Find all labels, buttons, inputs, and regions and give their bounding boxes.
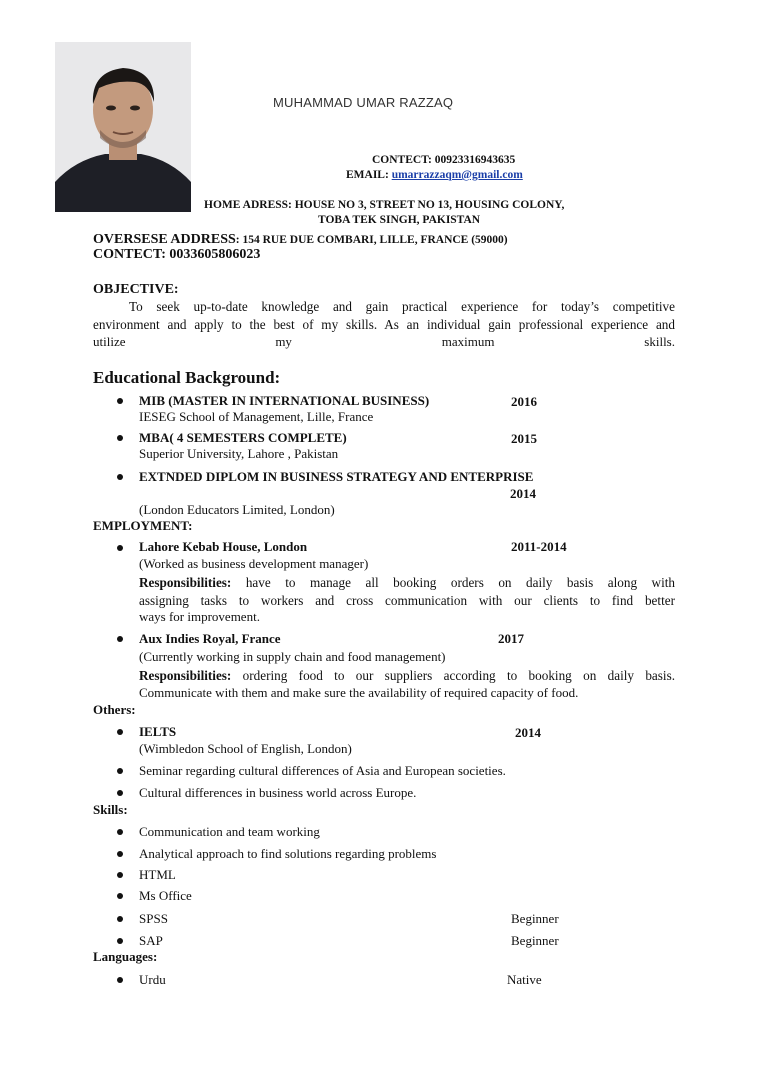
education-year: 2014 <box>510 486 536 501</box>
overseas-address <box>93 230 508 248</box>
contact-line <box>372 154 515 166</box>
education-detail: Superior University, Lahore , Pakistan <box>139 446 339 461</box>
responsibilities-line <box>139 574 675 591</box>
contact-value: 00923316943635 <box>434 154 516 166</box>
bullet-icon <box>117 977 123 983</box>
objective-line3 <box>93 334 675 350</box>
education-year: 2015 <box>511 431 537 446</box>
education-title: MIB (MASTER IN INTERNATIONAL BUSINESS) <box>139 393 430 408</box>
contact-label: CONTECT: <box>372 154 432 166</box>
responsibilities-line: ways for improvement. <box>139 609 260 624</box>
responsibilities-text: have to manage all booking orders on daily basis along with <box>245 575 675 590</box>
responsibilities-text: ordering food to our suppliers according to booking on daily basis. <box>242 668 676 683</box>
skill-level: Beginner <box>511 933 559 948</box>
language-level: Native <box>507 972 542 987</box>
education-detail: (London Educators Limited, London) <box>139 502 335 517</box>
skill-item: SAP <box>139 933 163 948</box>
overseas-label: OVERSESE ADDRESS <box>93 232 236 247</box>
ielts-detail: (Wimbledon School of English, London) <box>139 741 352 756</box>
bullet-icon <box>117 851 123 857</box>
email-label: EMAIL: <box>346 169 389 181</box>
employment-title: Aux Indies Royal, France <box>139 631 281 646</box>
others-item: Seminar regarding cultural differences of Asia and European societies. <box>139 763 506 778</box>
objective-line1: To seek up-to-date knowledge and gain practical experience for today’s competitive <box>129 299 675 314</box>
bullet-icon <box>117 790 123 796</box>
profile-photo <box>55 42 191 212</box>
employment-title: Lahore Kebab House, London <box>139 539 308 554</box>
bullet-icon <box>117 729 123 735</box>
bullet-icon <box>117 872 123 878</box>
person-portrait-image <box>55 42 191 212</box>
overseas-value: : 154 RUE DUE COMBARI, LILLE, FRANCE (59000) <box>235 234 508 246</box>
employment-year: 2011-2014 <box>511 539 567 554</box>
others-heading: Others: <box>93 702 136 717</box>
employment-detail: (Worked as business development manager) <box>139 556 369 571</box>
education-title: MBA( 4 SEMESTERS COMPLETE) <box>139 430 347 445</box>
education-detail: IESEG School of Management, Lille, France <box>139 409 374 424</box>
language-item: Urdu <box>139 972 166 987</box>
home-address-line2: TOBA TEK SINGH, PAKISTAN <box>318 214 481 226</box>
objective-word: skills. <box>644 334 675 349</box>
education-year: 2016 <box>511 394 537 409</box>
responsibilities-label: Responsibilities: <box>139 575 232 590</box>
ielts-title: IELTS <box>139 724 177 739</box>
bullet-icon <box>117 768 123 774</box>
skill-level: Beginner <box>511 911 559 926</box>
candidate-name: MUHAMMAD UMAR RAZZAQ <box>273 95 454 110</box>
responsibilities-line <box>139 667 675 684</box>
bullet-icon <box>117 916 123 922</box>
skill-item: HTML <box>139 867 176 882</box>
skill-item: Analytical approach to find solutions regarding problems <box>139 846 437 861</box>
responsibilities-line: assigning tasks to workers and cross communication with our clients to find better <box>139 593 675 608</box>
bullet-icon <box>117 398 123 404</box>
languages-heading: Languages: <box>93 949 158 964</box>
bullet-icon <box>117 545 123 551</box>
bullet-icon <box>117 435 123 441</box>
employment-detail: (Currently working in supply chain and food management) <box>139 649 446 664</box>
skill-item: Communication and team working <box>139 824 320 839</box>
others-item: Cultural differences in business world across Europe. <box>139 785 417 800</box>
email-link[interactable]: umarrazzaqm@gmail.com <box>391 169 523 181</box>
bullet-icon <box>117 829 123 835</box>
home-address-line1: HOME ADRESS: HOUSE NO 3, STREET NO 13, HOUSING COLONY, <box>204 199 565 211</box>
objective-line2: environment and apply to the best of my skills. As an individual gain professional experience and <box>93 317 675 332</box>
objective-heading: OBJECTIVE: <box>93 282 179 297</box>
objective-word: utilize <box>93 334 126 349</box>
bullet-icon <box>117 893 123 899</box>
skill-item: Ms Office <box>139 888 192 903</box>
overseas-contact: CONTECT: 0033605806023 <box>93 247 261 262</box>
employment-year: 2017 <box>498 631 524 646</box>
skills-heading: Skills: <box>93 802 128 817</box>
objective-word: maximum <box>441 334 495 349</box>
ielts-year: 2014 <box>515 725 541 740</box>
education-title: EXTNDED DIPLOM IN BUSINESS STRATEGY AND ENTERPRISE <box>139 469 534 484</box>
objective-word: my <box>275 334 292 349</box>
bullet-icon <box>117 938 123 944</box>
bullet-icon <box>117 474 123 480</box>
education-heading: Educational Background: <box>93 368 281 387</box>
email-line <box>346 169 523 181</box>
responsibilities-label: Responsibilities: <box>139 668 232 683</box>
responsibilities-line: Communicate with them and make sure the availability of required capacity of food. <box>139 685 579 700</box>
employment-heading: EMPLOYMENT: <box>93 518 193 533</box>
bullet-icon <box>117 636 123 642</box>
skill-item: SPSS <box>139 911 168 926</box>
